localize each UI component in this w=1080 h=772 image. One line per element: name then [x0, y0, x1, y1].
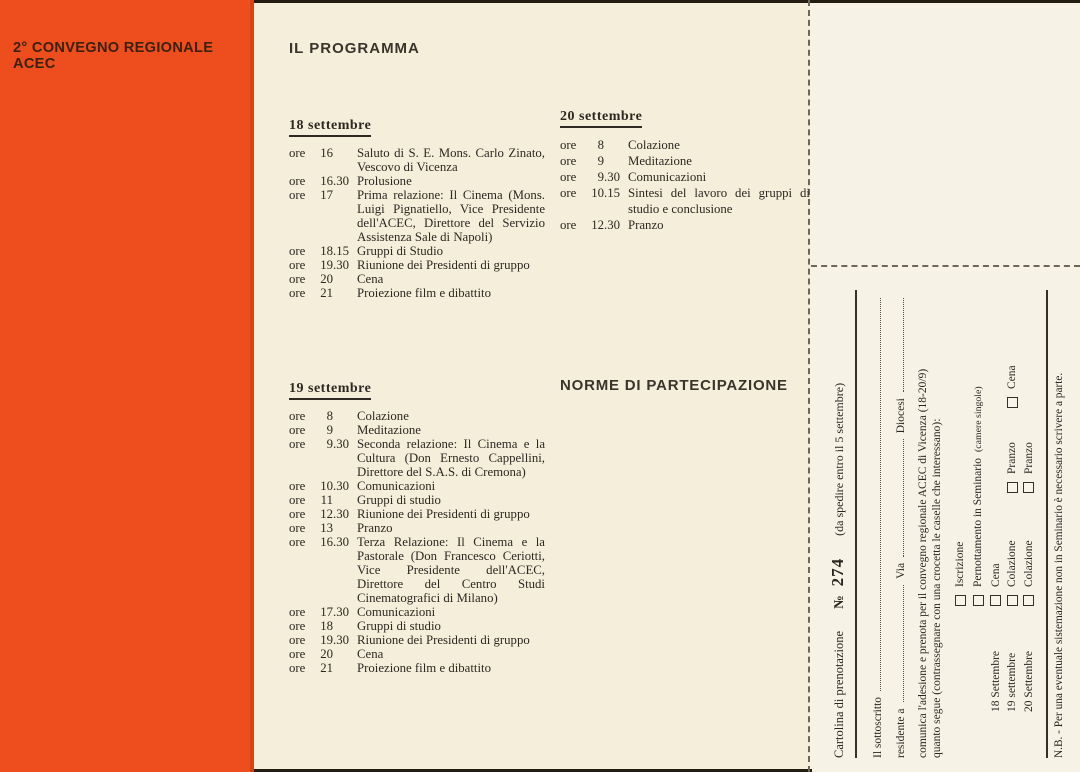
option-row-20-settembre: [1021, 292, 1038, 712]
postcard-content: [818, 276, 1080, 772]
checkbox-icon: [990, 595, 1001, 606]
checkbox-icon: [1007, 595, 1018, 606]
event-description: Meditazione: [628, 154, 692, 168]
option-cell: [972, 386, 984, 606]
postcard-header: [828, 292, 848, 758]
schedule-row: [289, 479, 545, 493]
option-cell: [1023, 493, 1035, 606]
event-description: Meditazione: [357, 423, 421, 437]
postcard-intro-line1: comunica l'adesione e prenota per il convegno regionale ACEC di Vicenza (18-20/9): [917, 368, 929, 758]
time-hour: 12: [320, 507, 333, 521]
time-hour: 10: [591, 186, 604, 200]
event-description: Terza Relazione: Il Cinema e la Pastorale (Don Francesco Ceriotti, Vice Presidente dell'ACEC, Direttore del Centro Studi Cinematografici di Milano): [357, 535, 545, 605]
ore-label: ore: [289, 493, 306, 507]
dotted-field: [903, 439, 904, 557]
time-minutes: .30: [333, 479, 349, 493]
ore-label: ore: [289, 479, 306, 493]
time-hour: 20: [320, 647, 333, 661]
option-cell: [990, 493, 1002, 606]
event-description: Colazione: [357, 409, 409, 423]
event-description: Riunione dei Presidenti di gruppo: [357, 507, 530, 521]
event-description: Comunicazioni: [357, 479, 436, 493]
event-description: Prima relazione: Il Cinema (Mons. Luigi Pignatiello, Vice Presidente dell'ACEC, Direttore del Servizio Assistenza Sale di Napoli): [357, 188, 545, 244]
time-minutes: .15: [604, 186, 620, 200]
schedule-row: [289, 286, 545, 300]
ore-label: ore: [289, 437, 306, 451]
time-hour: 18: [320, 619, 333, 633]
ore-label: ore: [289, 535, 306, 549]
checkbox-icon: [1007, 482, 1018, 493]
option-label: Pernottamento in Seminario: [972, 457, 984, 587]
ore-label: ore: [289, 423, 306, 437]
event-description: Colazione: [628, 138, 680, 152]
option-note: (camere singole): [972, 386, 984, 452]
schedule-row: [289, 647, 545, 661]
ore-label: ore: [560, 170, 577, 184]
program-title: IL PROGRAMMA: [289, 40, 420, 57]
day-heading-19: 19 settembre: [289, 381, 371, 400]
time-minutes: .30: [604, 170, 620, 184]
day-section-18: [289, 116, 545, 300]
checkbox-icon: [1023, 482, 1034, 493]
schedule-row: [289, 409, 545, 423]
ore-label: ore: [289, 633, 306, 647]
time-minutes: [333, 188, 357, 244]
event-description: Saluto di S. E. Mons. Carlo Zinato, Vescovo di Vicenza: [357, 146, 545, 174]
schedule-row: [289, 535, 545, 605]
postcard-nb-note: N.B. - Per una eventuale sistemazione non in Seminario è necessario scrivere a parte.: [1053, 372, 1065, 758]
intro-text: [13, 119, 241, 132]
schedule-row: [289, 605, 545, 619]
event-description: Prolusione: [357, 174, 412, 188]
ore-label: ore: [560, 186, 577, 200]
time-hour: 16: [320, 535, 333, 549]
time-minutes: .30: [333, 535, 349, 549]
event-description: Proiezione film e dibattito: [357, 286, 491, 300]
time-hour: 21: [320, 286, 333, 300]
time-hour: 19: [320, 633, 333, 647]
event-description: Seconda relazione: Il Cinema e la Cultura (Don Ernesto Cappellini, Direttore del S.A.S. di Cremona): [357, 437, 545, 479]
cut-line-horizontal: [811, 265, 1080, 267]
option-label: Colazione: [1006, 540, 1019, 587]
date-label: 18 Settembre: [989, 651, 1002, 712]
norme-title: NORME DI PARTECIPAZIONE: [560, 377, 788, 394]
dotted-field: [880, 298, 881, 691]
schedule-row: [289, 619, 545, 633]
time-minutes: .15: [333, 244, 349, 258]
option-label: Colazione: [1022, 540, 1035, 587]
postcard-intro-line2: quanto segue (contrassegnare con una crocetta le caselle che interessano):: [931, 418, 943, 758]
time-minutes: [333, 493, 357, 507]
time-hour: 19: [320, 258, 333, 272]
schedule-row: [560, 185, 810, 217]
schedule-row: [289, 146, 545, 174]
event-description: Riunione dei Presidenti di gruppo: [357, 258, 530, 272]
time-hour: 18: [320, 244, 333, 258]
time-hour: 17: [320, 188, 333, 202]
event-description: Sintesi del lavoro dei gruppi di studio e conclusione: [628, 186, 810, 216]
time-hour: 13: [320, 521, 333, 535]
option-row-pernottamento: [969, 292, 988, 712]
field-residenza: [895, 292, 907, 758]
time-hour: 9: [597, 170, 604, 184]
date-label: 20 Settembre: [1022, 651, 1035, 712]
ore-label: ore: [289, 146, 306, 160]
ore-label: ore: [289, 507, 306, 521]
schedule-row: [289, 633, 545, 647]
schedule-row: [560, 153, 810, 169]
checkbox-icon: [955, 595, 966, 606]
ore-label: ore: [289, 258, 306, 272]
event-description: Pranzo: [628, 218, 664, 232]
time-minutes: [333, 286, 357, 300]
ore-label: ore: [289, 605, 306, 619]
time-hour: 16: [320, 146, 333, 160]
time-hour: 8: [326, 409, 333, 423]
time-hour: 12: [591, 218, 604, 232]
event-description: Proiezione film e dibattito: [357, 661, 491, 675]
ore-label: ore: [289, 174, 306, 188]
checkbox-icon: [1007, 397, 1018, 408]
schedule-row: [289, 493, 545, 507]
numero-symbol: №: [831, 595, 846, 609]
dotted-field: [903, 585, 904, 703]
field-label: Diocesi: [895, 398, 907, 434]
event-description: Pranzo: [357, 521, 393, 535]
norme-text: [560, 456, 812, 471]
event-description: Cena: [357, 272, 384, 286]
schedule-row: [289, 244, 545, 258]
option-row-19-settembre: [1004, 292, 1021, 712]
ore-label: ore: [289, 272, 306, 286]
field-label: Via: [895, 562, 907, 579]
ore-label: ore: [289, 521, 306, 535]
schedule-row: [289, 521, 545, 535]
postcard-number: 274: [828, 557, 847, 587]
ore-label: ore: [289, 647, 306, 661]
options-grid: [952, 292, 1037, 758]
ore-label: ore: [289, 286, 306, 300]
time-hour: 10: [320, 479, 333, 493]
time-hour: 21: [320, 661, 333, 675]
option-label: Cena: [1006, 365, 1019, 389]
field-label: Il sottoscritto: [872, 696, 884, 758]
time-minutes: [333, 619, 357, 633]
time-minutes: .30: [333, 605, 349, 619]
day-heading-20: 20 settembre: [560, 109, 642, 128]
postcard-rule-bottom: [1046, 290, 1048, 758]
option-row-18-settembre: [988, 292, 1005, 712]
time-minutes: [333, 661, 357, 675]
ore-label: ore: [560, 154, 577, 168]
postcard-rule-top: [855, 290, 857, 758]
intro-panel: [0, 0, 254, 772]
day-heading-18: 18 settembre: [289, 118, 371, 137]
time-minutes: [333, 521, 357, 535]
date-label: 19 settembre: [1006, 652, 1019, 712]
time-minutes: .30: [333, 507, 349, 521]
time-hour: 17: [320, 605, 333, 619]
time-hour: 8: [597, 138, 604, 152]
option-cell: [1006, 408, 1018, 493]
time-hour: 16: [320, 174, 333, 188]
schedule-row: [560, 169, 810, 185]
ore-label: ore: [289, 661, 306, 675]
time-hour: 9: [326, 437, 333, 451]
time-minutes: .30: [333, 258, 349, 272]
event-description: Gruppi di studio: [357, 493, 441, 507]
event-description: Comunicazioni: [357, 605, 436, 619]
option-label: Iscrizione: [954, 541, 967, 587]
ore-label: ore: [289, 409, 306, 423]
time-minutes: .30: [333, 437, 349, 451]
option-cell: [1006, 493, 1018, 606]
time-hour: 11: [320, 493, 333, 507]
schedule-row: [289, 258, 545, 272]
option-label: Cena: [989, 563, 1002, 587]
option-cell: [1006, 365, 1018, 408]
time-minutes: [333, 409, 357, 423]
event-description: Cena: [357, 647, 384, 661]
ore-label: ore: [289, 244, 306, 258]
event-description: Gruppi di Studio: [357, 244, 444, 258]
day-section-19: [289, 379, 545, 675]
time-minutes: [604, 153, 628, 169]
option-label: Pranzo: [1022, 442, 1035, 474]
option-label: Pranzo: [1006, 442, 1019, 474]
option-cell: [954, 493, 966, 606]
ore-label: ore: [289, 619, 306, 633]
checkbox-icon: [973, 595, 984, 606]
schedule-row: [289, 188, 545, 244]
event-description: Gruppi di studio: [357, 619, 441, 633]
ore-label: ore: [560, 138, 577, 152]
time-minutes: .30: [333, 633, 349, 647]
schedule-row: [560, 217, 810, 233]
dotted-field: [903, 298, 904, 392]
event-description: Comunicazioni: [628, 170, 707, 184]
ore-label: ore: [289, 188, 306, 202]
postcard-deadline-note: (da spedire entro il 5 settembre): [832, 382, 846, 536]
option-cell: [1023, 408, 1035, 493]
checkbox-icon: [1023, 595, 1034, 606]
day-section-20: [560, 107, 810, 233]
time-minutes: [333, 146, 357, 174]
schedule-row: [289, 661, 545, 675]
time-minutes: [333, 647, 357, 661]
time-minutes: [333, 272, 357, 286]
schedule-row: [289, 423, 545, 437]
schedule-row: [560, 137, 810, 153]
time-minutes: [333, 423, 357, 437]
schedule-row: [289, 174, 545, 188]
option-row-iscrizione: [952, 292, 969, 712]
field-label: residente a: [895, 708, 907, 758]
panel-title: 2° CONVEGNO REGIONALE ACEC: [13, 40, 214, 72]
time-minutes: [604, 137, 628, 153]
postcard-title: Cartolina di prenotazione: [832, 630, 846, 758]
event-description: Riunione dei Presidenti di gruppo: [357, 633, 530, 647]
time-hour: 9: [326, 423, 333, 437]
reservation-postcard: [818, 276, 1080, 772]
time-minutes: .30: [333, 174, 349, 188]
time-hour: 20: [320, 272, 333, 286]
time-hour: 9: [597, 154, 604, 168]
schedule-row: [289, 437, 545, 479]
ore-label: ore: [560, 218, 577, 232]
schedule-row: [289, 272, 545, 286]
time-minutes: .30: [604, 218, 620, 232]
field-sottoscritto: [872, 292, 884, 758]
schedule-row: [289, 507, 545, 521]
